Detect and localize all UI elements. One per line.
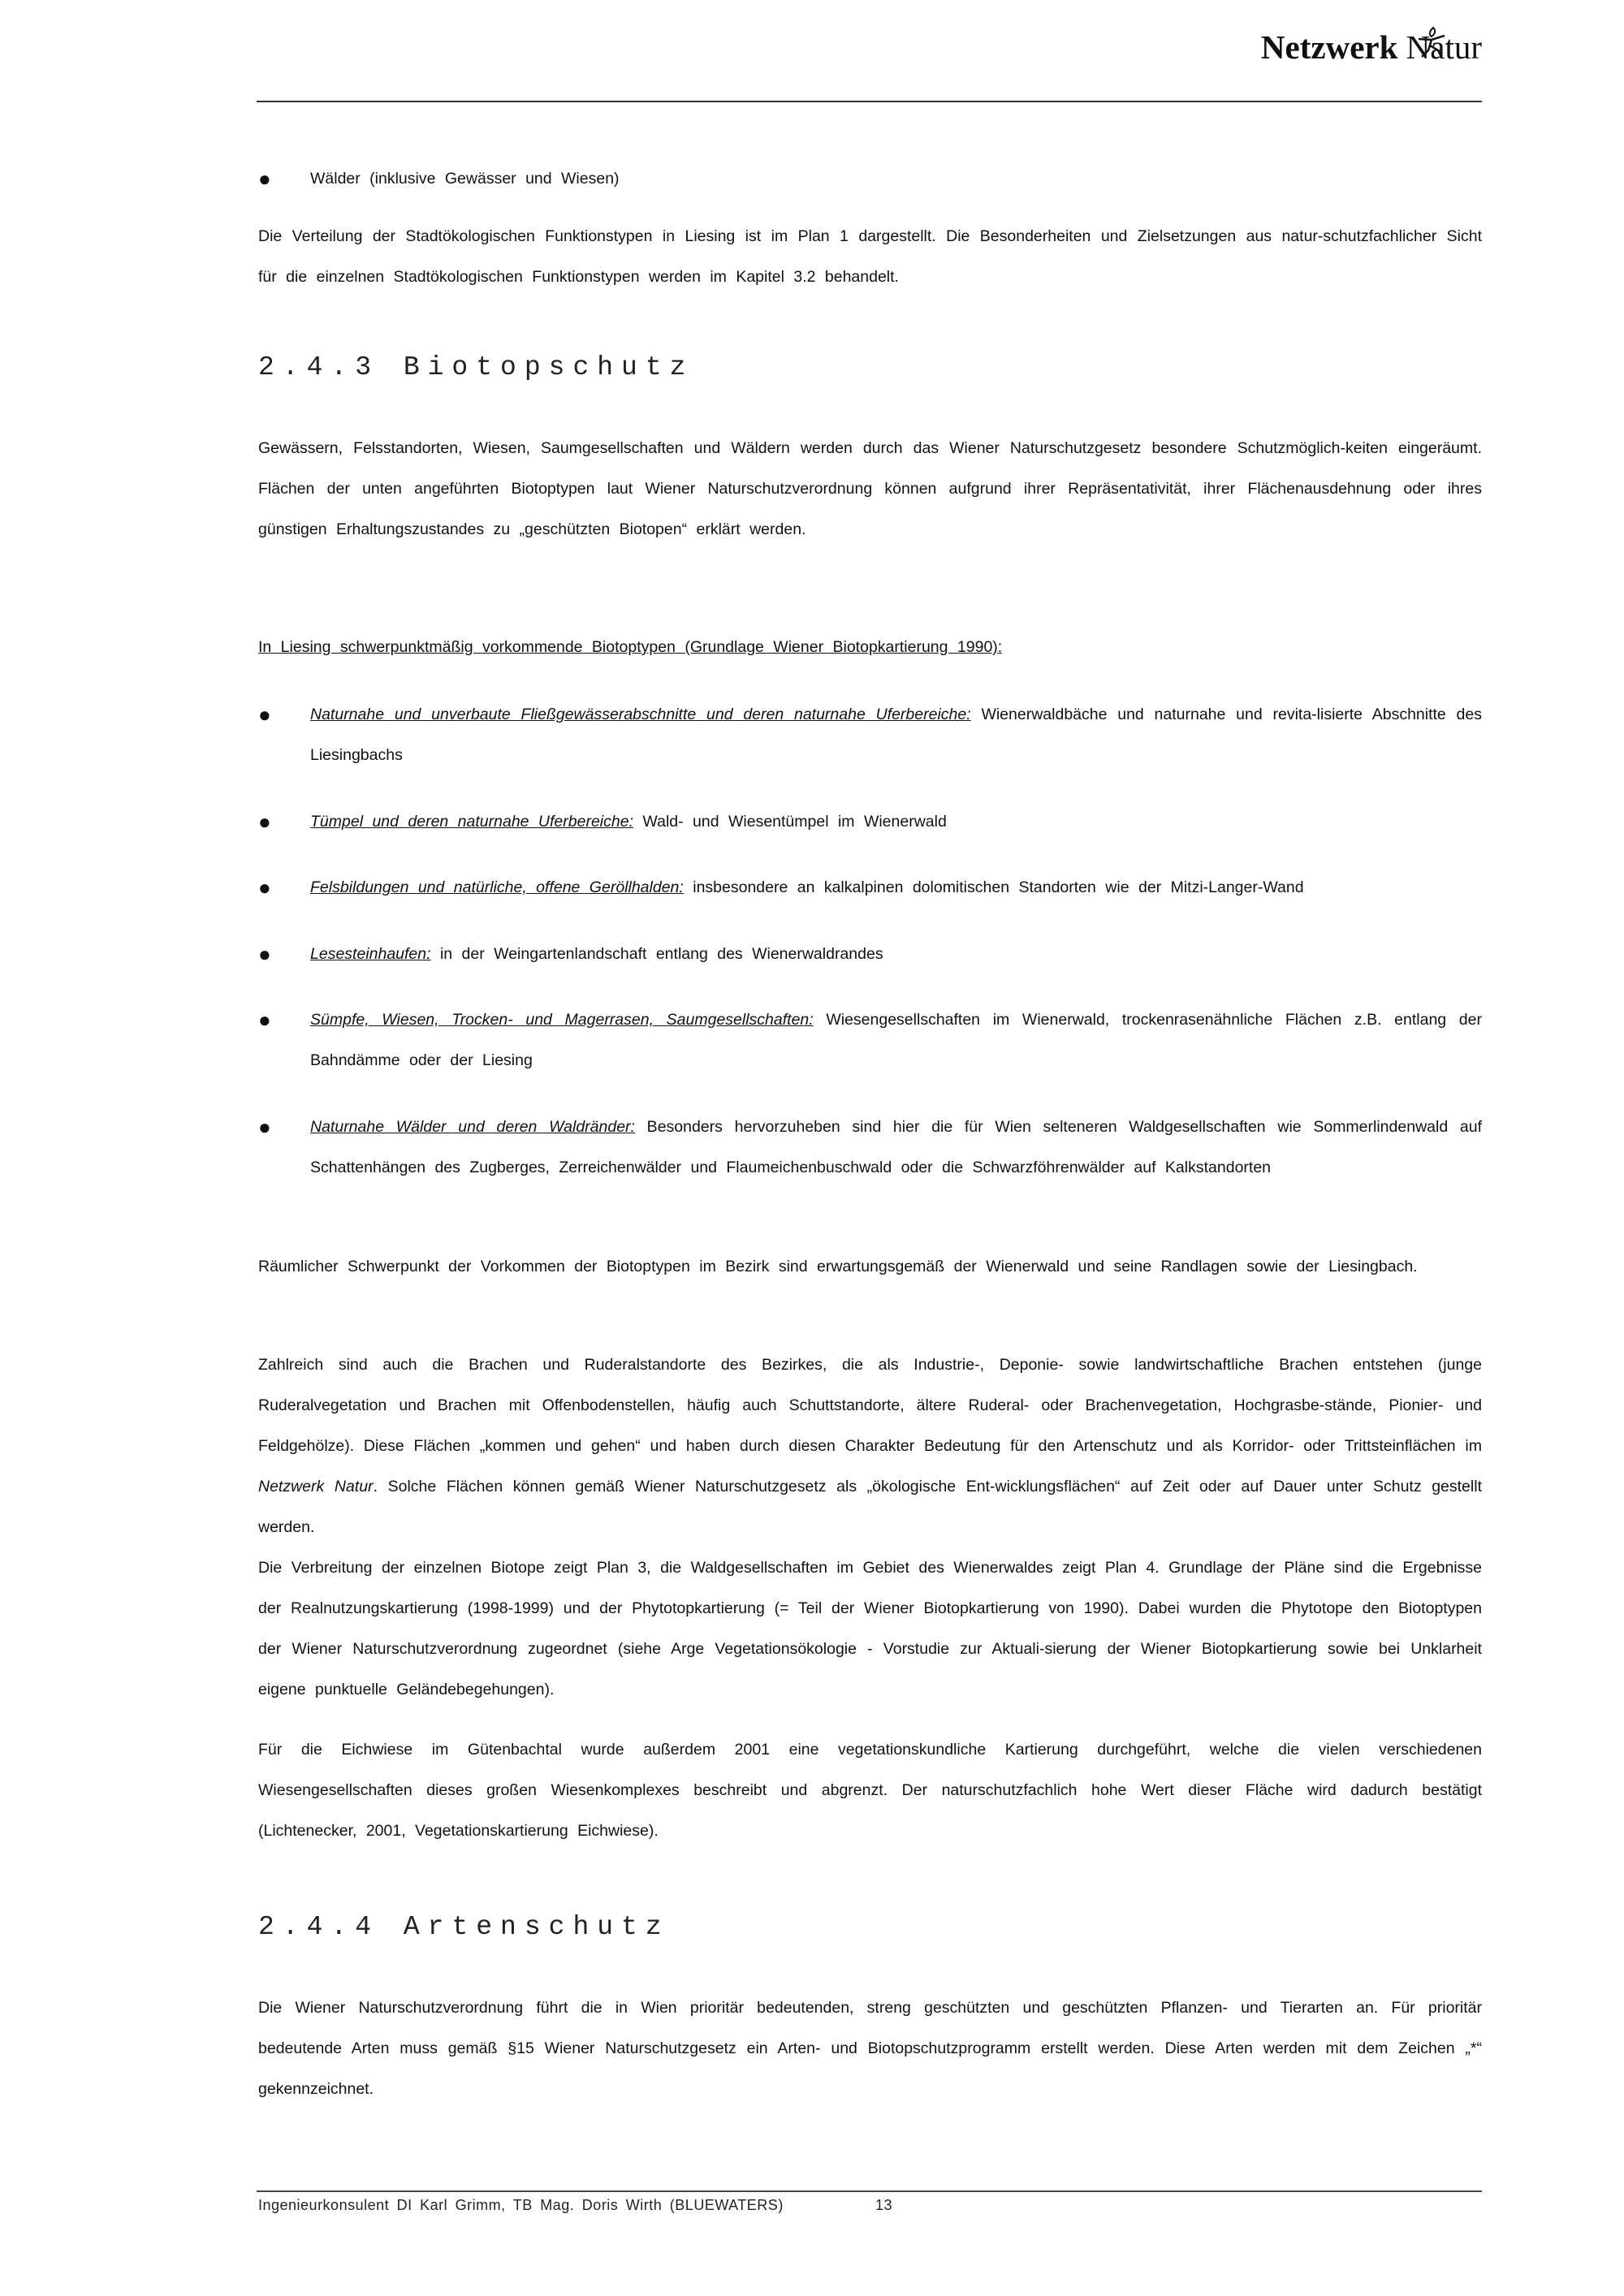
logo-regular-text: Natur <box>1406 28 1482 66</box>
paragraph-verbreitung: Die Verbreitung der einzelnen Biotope zeigt Plan 3, die Waldgesellschaften im Gebiet des Wienerwaldes zeigt Plan 4. Grundlage der Pläne sind die Ergebnisse der Realnutzungskartierung (1998-1999) und der Phytotopkartierung (= Teil der Wiener Biotopkartierung von 1990). Dabei wurden die Phytotope den Biotoptypen der Wiener Naturschutzverordnung zugeordnet (siehe Arge Vegetationsökologie - Vorstudie zur Aktuali-sierung der Wiener Biotopkartierung sowie bei Unklarheit eigene punktuelle Geländebegehungen). <box>258 1559 1482 1698</box>
biotope-desc: in der Weingartenlandschaft entlang des Wienerwaldrandes <box>430 945 883 963</box>
biotope-term: Naturnahe und unverbaute Fließgewässerabschnitte und deren naturnahe Uferbereiche: <box>310 706 971 723</box>
footer-authors: Ingenieurkonsulent DI Karl Grimm, TB Mag. Doris Wirth (BLUEWATERS) <box>258 2197 784 2213</box>
biotope-term: Tümpel und deren naturnahe Uferbereiche: <box>310 813 633 831</box>
biotope-desc: insbesondere an kalkalpinen dolomitischen Standorten wie der Mitzi-Langer-Wand <box>683 878 1304 896</box>
paragraph-eichwiese: Für die Eichwiese im Gütenbachtal wurde außerdem 2001 eine vegetationskundliche Kartierung durchgeführt, welche die vielen verschiedenen Wiesengesellschaften dieses großen Wiesenkomplexes beschreibt und abgrenzt. Der naturschutzfachlich hohe Wert dieser Fläche wird dadurch bestätigt (Lichtenecker, 2001, Vegetationskartierung Eichwiese). <box>258 1741 1482 1840</box>
leaf-figure-icon <box>1415 26 1451 58</box>
list-item-biotope <box>258 694 1482 775</box>
paragraph-artenschutz: Die Wiener Naturschutzverordnung führt die in Wien prioritär bedeutenden, streng geschützten und geschützten Pflanzen- und Tierarten an. Für prioritär bedeutende Arten muss gemäß §15 Wiener Naturschutzgesetz ein Arten- und Biotopschutzprogramm erstellt werden. Diese Arten werden mit dem Zeichen „*“ gekennzeichnet. <box>258 1999 1482 2098</box>
bullet-icon: ● <box>258 1008 271 1032</box>
list-intro <box>258 627 1482 667</box>
page-footer <box>258 2197 893 2214</box>
list-item-biotope <box>258 867 1482 908</box>
paragraph-verteilung: Die Verteilung der Stadtökologischen Funktionstypen in Liesing ist im Plan 1 dargestellt. Die Besonderheiten und Zielsetzungen aus natur-schutzfachlicher Sicht für die einzelnen Stadtökologischen Funktionstypen werden im Kapitel 3.2 behandelt. <box>258 227 1482 286</box>
bullet-icon: ● <box>258 1115 271 1139</box>
biotope-term: Naturnahe Wälder und deren Waldränder: <box>310 1118 635 1136</box>
biotope-desc: Wiesengesellschaften im Wienerwald, trockenrasenähnliche Flächen z.B. entlang der Bahndämme oder der Liesing <box>310 1011 1482 1069</box>
paragraph-raeumlich: Räumlicher Schwerpunkt der Vorkommen der Biotoptypen im Bezirk sind erwartungsgemäß der Wienerwald und seine Randlagen sowie der Liesingbach. <box>258 1258 1418 1275</box>
biotope-term: Felsbildungen und natürliche, offene Geröllhalden: <box>310 878 684 896</box>
biotope-desc: Besonders hervorzuheben sind hier die für Wien selteneren Waldgesellschaften wie Sommerlindenwald auf Schattenhängen des Zugberges, Zerreichenwälder und Flaumeichenbuschwald oder die Schwarzföhrenwälder auf Kalkstandorten <box>310 1118 1482 1176</box>
bullet-icon: ● <box>258 942 271 966</box>
list-intro-text: In Liesing schwerpunktmäßig vorkommende Biotoptypen (Grundlage Wiener Biotopkartierung 1990): <box>258 638 1003 656</box>
biotope-term: Sümpfe, Wiesen, Trocken- und Magerrasen, Saumgesellschaften: <box>310 1011 814 1029</box>
netzwerk-natur-logo <box>1260 28 1482 66</box>
list-item-biotope <box>258 999 1482 1081</box>
header-rule <box>257 101 1482 102</box>
list-item-biotope <box>258 1107 1482 1188</box>
section-heading-biotopschutz: 2.4.3 Biotopschutz <box>258 352 694 382</box>
bullet-icon: ● <box>258 809 271 834</box>
paragraph-zahlreich-part1: Zahlreich sind auch die Brachen und Ruderalstandorte des Bezirkes, die als Industrie-, Deponie- sowie landwirtschaftliche Brachen entstehen (junge Ruderalvegetation und Brachen mit Offenbodenstellen, häufig auch Schuttstandorte, ältere Ruderal- oder Brachenvegetation, Hochgrasbe-stände, Pionier- und Feldgehölze). Diese Flächen „kommen und gehen“ und haben durch diesen Charakter Bedeutung für den Artenschutz und als Korridor- oder Trittsteinflächen im <box>258 1356 1482 1455</box>
list-item-waelder <box>258 158 1482 199</box>
netzwerk-natur-emphasis: Netzwerk Natur <box>258 1478 374 1495</box>
bullet-icon: ● <box>258 166 271 191</box>
bullet-icon: ● <box>258 702 271 727</box>
bullet-icon: ● <box>258 875 271 900</box>
section-heading-artenschutz: 2.4.4 Artenschutz <box>258 1912 670 1942</box>
logo-bold-text: Netzwerk <box>1260 28 1398 66</box>
biotope-desc: Wienerwaldbäche und naturnahe und revita-lisierte Abschnitte des Liesingbachs <box>310 706 1482 764</box>
paragraph-gewaesser: Gewässern, Felsstandorten, Wiesen, Saumgesellschaften und Wäldern werden durch das Wiener Naturschutzgesetz besondere Schutzmöglich-keiten eingeräumt. Flächen der unten angeführten Biotoptypen laut Wiener Naturschutzverordnung können aufgrund ihrer Repräsentativität, ihrer Flächenausdehnung oder ihres günstigen Erhaltungszustandes zu „geschützten Biotopen“ erklärt werden. <box>258 439 1482 538</box>
biotope-term: Lesesteinhaufen: <box>310 945 431 963</box>
list-item-text: Wälder (inklusive Gewässer und Wiesen) <box>310 170 620 188</box>
paragraph-zahlreich-part2: . Solche Flächen können gemäß Wiener Naturschutzgesetz als „ökologische Ent-wicklungsflächen“ auf Zeit oder auf Dauer unter Schutz gestellt werden. <box>258 1478 1482 1536</box>
paragraph-zahlreich <box>258 1344 1482 1547</box>
list-item-biotope <box>258 801 1482 842</box>
footer-rule <box>257 2190 1482 2192</box>
page-number: 13 <box>875 2197 893 2213</box>
list-item-biotope <box>258 934 1482 974</box>
biotope-desc: Wald- und Wiesentümpel im Wienerwald <box>633 813 947 831</box>
